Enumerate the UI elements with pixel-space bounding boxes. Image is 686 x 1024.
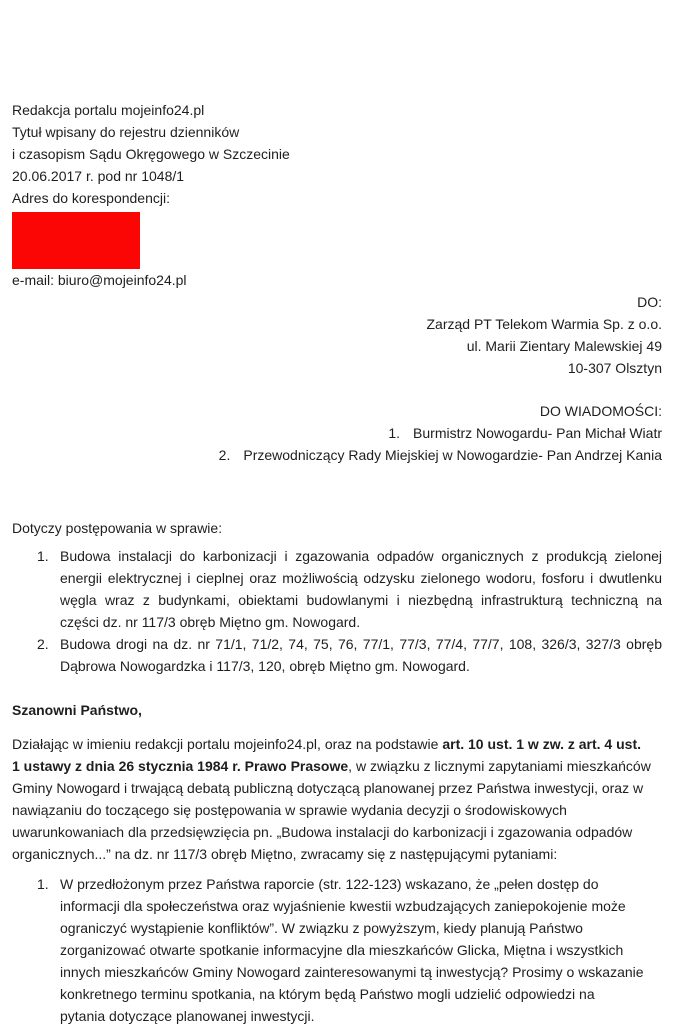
cc-item-text: Burmistrz Nowogardu- Pan Michał Wiatr: [413, 425, 662, 441]
salutation: Szanowni Państwo,: [12, 702, 142, 718]
cc-item-text: Przewodniczący Rady Miejskiej w Nowogardzie- Pan Andrzej Kania: [243, 447, 662, 463]
recipient-line: 10-307 Olsztyn: [567, 360, 662, 376]
sender-line: 20.06.2017 r. pod nr 1048/1: [12, 168, 185, 184]
sender-line: Tytuł wpisany do rejestru dzienników: [12, 124, 240, 140]
subject-heading: Dotyczy postępowania w sprawie:: [12, 520, 223, 536]
cc-item-number: 1.: [388, 425, 401, 441]
cc-item-number: 2.: [218, 447, 231, 463]
sender-block: [12, 99, 662, 209]
subject-item: [37, 545, 662, 633]
subject-item-text: Budowa drogi na dz. nr 71/1, 71/2, 74, 75, 76, 77/1, 77/3, 77/4, 77/7, 108, 326/3, 327/3 obręb Dąbrowa Nowogardzka i 117/3, 120, obręb Miętno gm. Nowogard.: [60, 636, 662, 674]
subject-item: [37, 633, 662, 677]
question-item: [37, 873, 662, 1024]
subject-item-number: 2.: [37, 636, 49, 652]
recipient-line: Zarząd PT Telekom Warmia Sp. z o.o.: [426, 316, 662, 332]
recipient-block: [12, 291, 662, 379]
recipient-label: DO:: [637, 294, 662, 310]
recipient-line: ul. Marii Zientary Malewskiej 49: [466, 338, 662, 354]
question-item-text: W przedłożonym przez Państwa raporcie (str. 122-123) wskazano, że „pełen dostęp do informacji dla społeczeństwa oraz wyjaśnienie kwestii wzbudzających zaniepokojenie może ograniczyć wystąpienie konfliktów”. W związku z powyższym, kiedy planują Państwo zorganizować otwarte spotkanie informacyjne dla mieszkańców Glicka, Miętna i wszystkich innych mieszkańców Gminy Nowogard zainteresowanymi tą inwestycją? Prosimy o wskazanie konkretnego terminu spotkania, na którym będą Państwo mogli udzielić odpowiedzi na pytania dotyczące planowanej inwestycji.: [60, 876, 644, 1024]
cc-block: [12, 400, 662, 466]
sender-line: i czasopism Sądu Okręgowego w Szczecinie: [12, 146, 290, 162]
cc-heading: DO WIADOMOŚCI:: [539, 403, 662, 419]
subject-item-text: Budowa instalacji do karbonizacji i zgazowania odpadów organicznych z produkcją zielonej energii elektrycznej i cieplnej oraz możliwością odzysku zielonego wodoru, fosforu i dwutlenku węgla wraz z budynkami, obiektami budowlanymi i niezbędną infrastrukturą techniczną na części dz. nr 117/3 obręb Miętno gm. Nowogard.: [60, 548, 662, 630]
cc-item: [12, 422, 662, 444]
subject-list: [37, 545, 662, 677]
question-item-number: 1.: [37, 876, 49, 892]
sender-email: e-mail: biuro@mojeinfo24.pl: [12, 272, 187, 288]
intro-paragraph: Działając w imieniu redakcji portalu mojeinfo24.pl, oraz na podstawie art. 10 ust. 1 w zw. z art. 4 ust. 1 ustawy z dnia 26 stycznia 1984 r. Prawo Prasowe, w związku z licznymi zapytaniami mieszkańców Gminy Nowogard i trwającą debatą publiczną dotyczącą planowanej przez Państwa inwestycji, oraz w nawiązaniu do toczącego się postępowania w sprawie wydania decyzji o środowiskowych uwarunkowaniach dla przedsięwzięcia pn. „Budowa instalacji do karbonizacji i zgazowania odpadów organicznych...” na dz. nr 117/3 obręb Miętno, zwracamy się z następującymi pytaniami:: [12, 736, 651, 862]
questions-list: [37, 873, 662, 1024]
subject-item-number: 1.: [37, 548, 49, 564]
cc-item: [12, 444, 662, 466]
sender-line: Redakcja portalu mojeinfo24.pl: [12, 102, 205, 118]
sender-line: Adres do korespondencji:: [12, 190, 170, 206]
redacted-address-block: [12, 212, 140, 269]
